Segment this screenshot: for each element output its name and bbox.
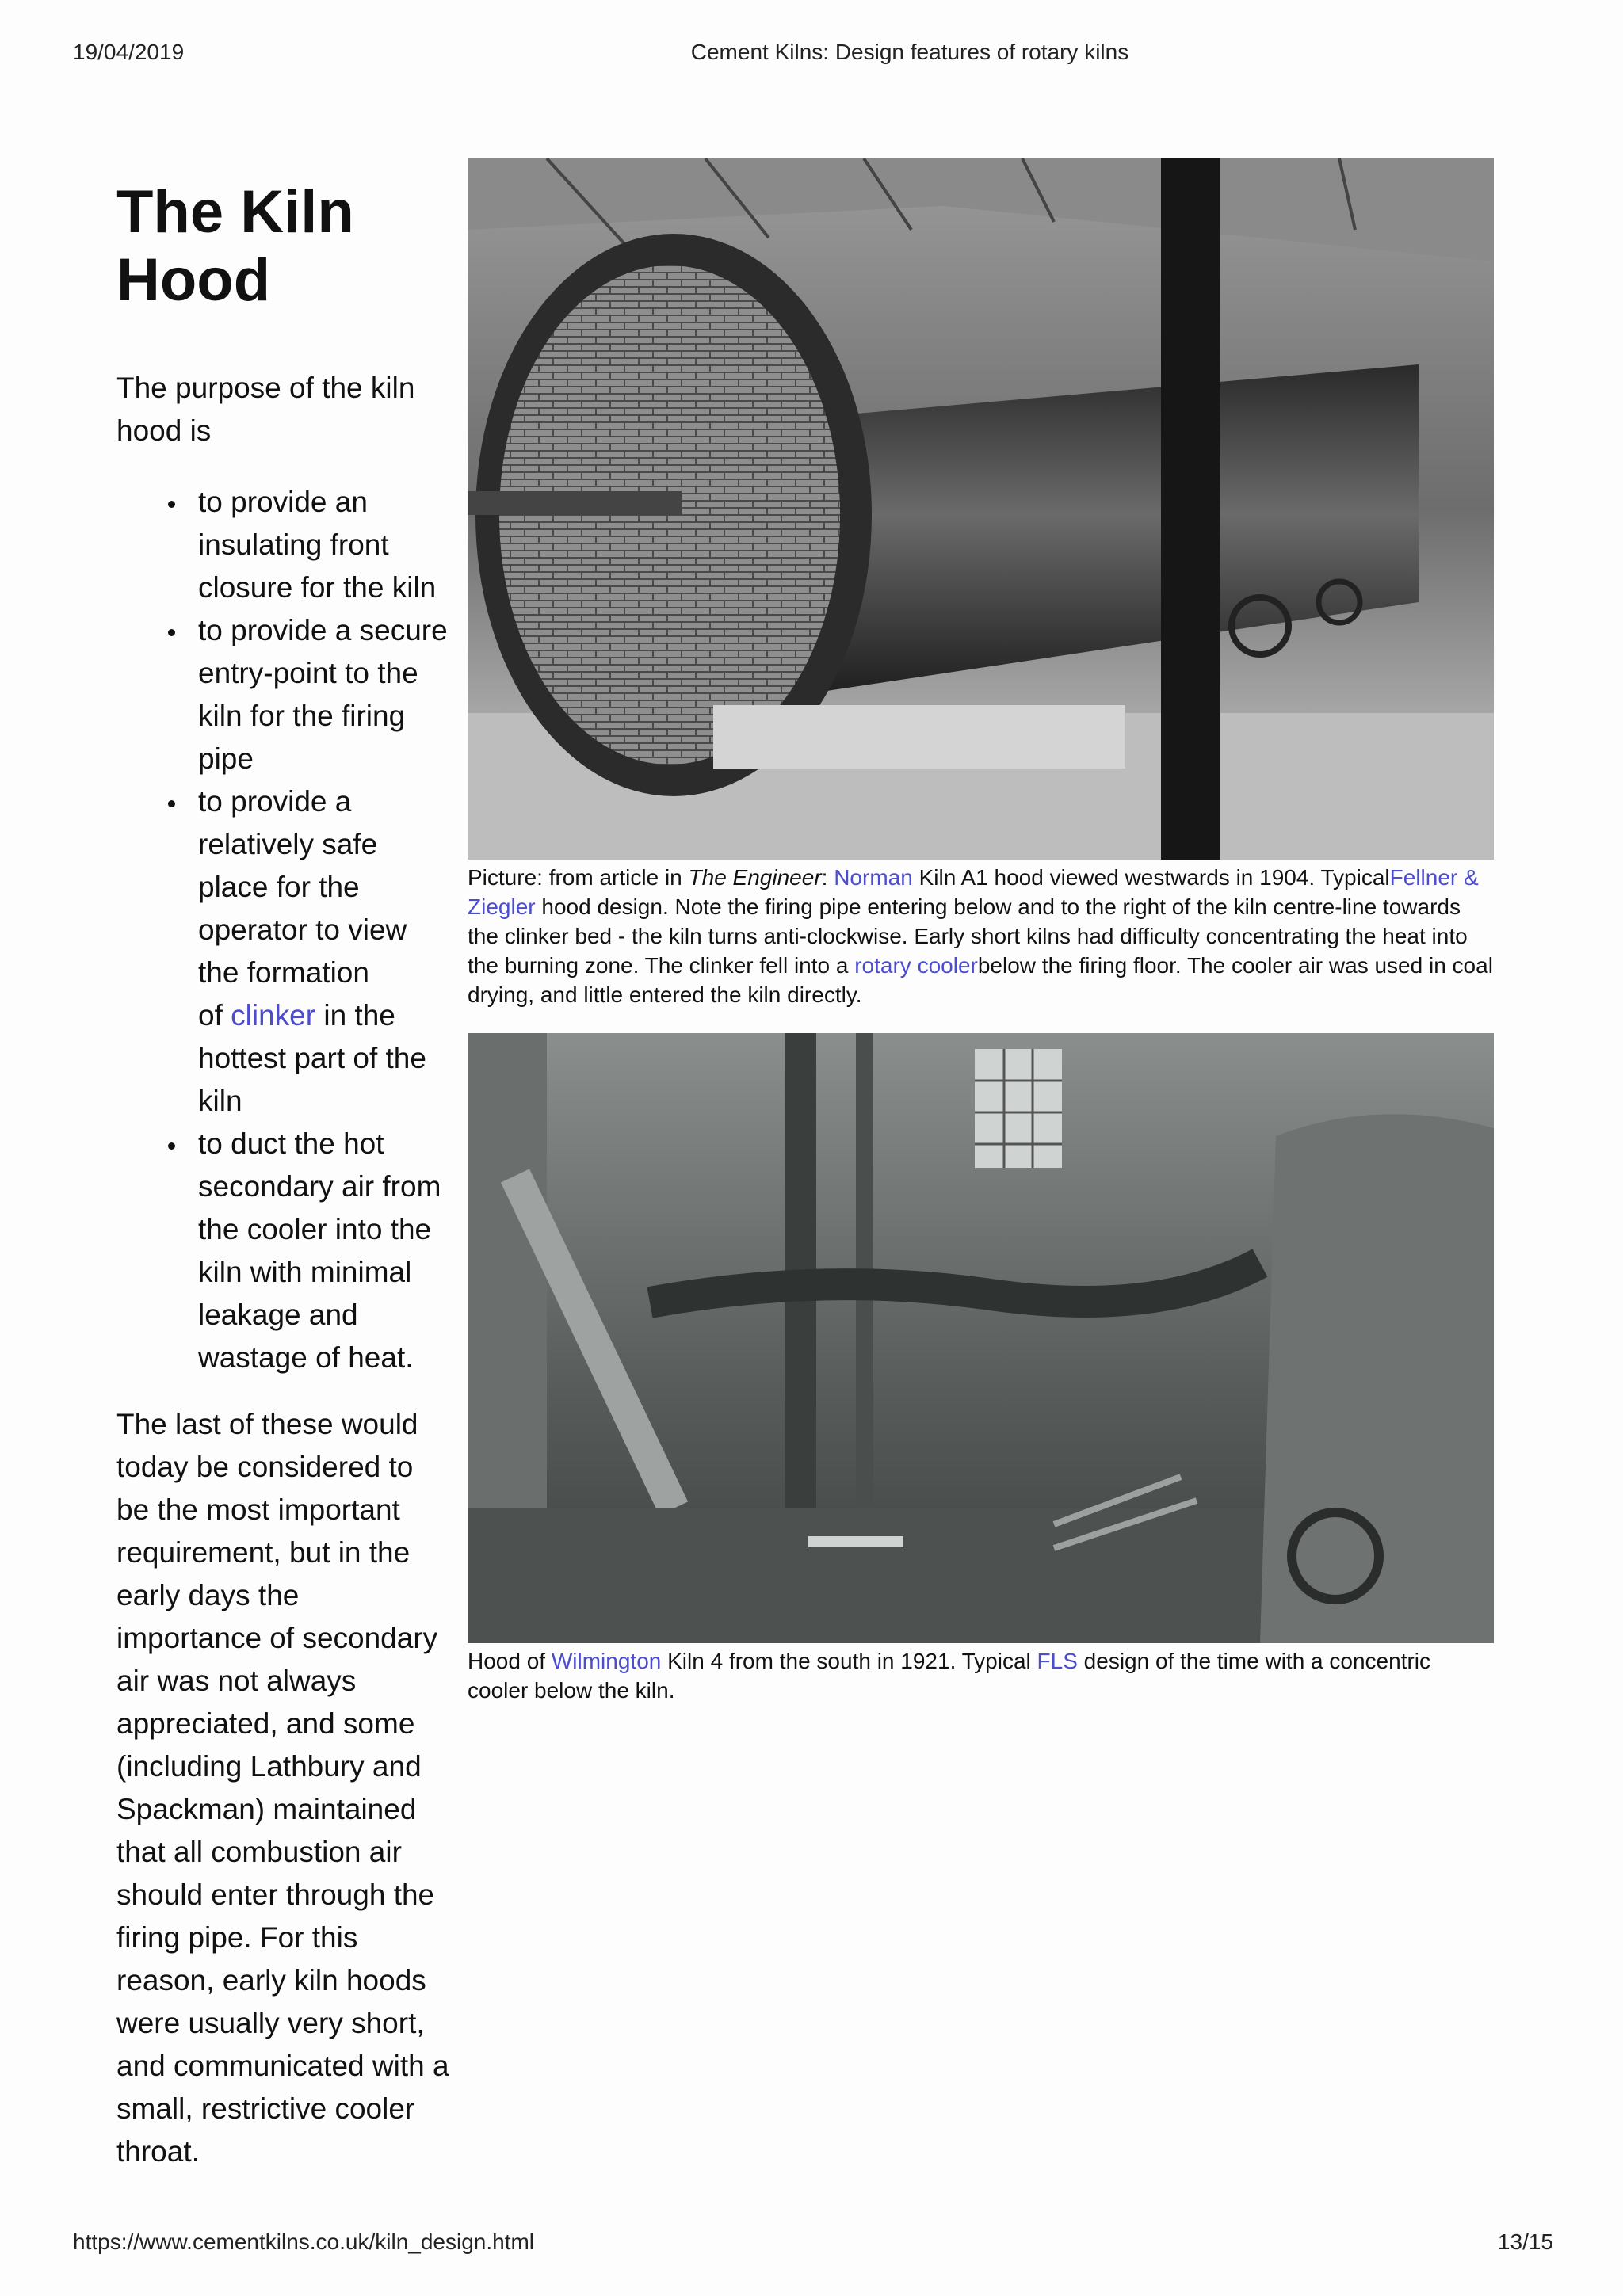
fls-link[interactable]: FLS	[1037, 1649, 1078, 1673]
caption-text: Kiln A1 hood viewed westwards in 1904. Typical	[912, 865, 1390, 890]
rotary-cooler-link[interactable]: rotary cooler	[854, 953, 978, 978]
purpose-text-tail: in the hottest part of the kiln	[198, 999, 426, 1117]
figure-wilmington-kiln	[468, 1033, 1494, 1705]
caption-text: Hood of	[468, 1649, 552, 1673]
caption-text: Picture: from article in	[468, 865, 689, 890]
text-column	[116, 178, 449, 2173]
print-footer	[0, 2229, 1623, 2258]
intro-paragraph: The purpose of the kiln hood is	[116, 372, 415, 447]
heading-line-2: Hood	[116, 246, 271, 314]
purpose-item: to provide a secure entry-point to the kiln for the firing pipe	[198, 609, 449, 780]
print-header	[0, 40, 1623, 68]
figure-1-caption	[468, 863, 1494, 1009]
caption-text: :	[821, 865, 834, 890]
closing-paragraph: The last of these would today be considered to be the most important requirement, but in the early days the importance of secondary air was not always appreciated, and some (including Lathbury and Spackman) maintained that all combustion air should enter through the firing pipe. For this reason, early kiln hoods were usually very short, and communicated with a small, restrictive cooler throat.	[116, 1408, 449, 2168]
caption-text: hood design. Note the firing pipe entering below and to the right of the kiln centre-line towards the clinker bed - the kiln turns anti-clockwise. Early short kilns had difficulty concentrating the heat into the burning zone. The clinker fell into a	[468, 894, 1468, 978]
wilmington-hood-photo	[468, 1033, 1494, 1643]
figure-2-caption	[468, 1646, 1494, 1705]
norman-link[interactable]: Norman	[834, 865, 913, 890]
publication-title: The Engineer	[688, 865, 822, 890]
clinker-link[interactable]: clinker	[231, 999, 316, 1032]
purpose-item	[198, 780, 449, 1123]
kiln-hood-photo	[468, 158, 1494, 860]
purpose-text: to provide a relatively safe place for the operator to view the formation of	[198, 785, 407, 1032]
caption-text: design of the time with a concentric cooler below the kiln.	[468, 1649, 1431, 1703]
wilmington-link[interactable]: Wilmington	[551, 1649, 662, 1673]
purpose-list	[116, 481, 449, 1379]
page-number: 13/15	[1497, 2229, 1553, 2254]
section-heading	[116, 178, 449, 315]
purpose-item: to provide an insulating front closure for the kiln	[198, 481, 449, 609]
caption-text: below the firing floor. The cooler air was used in coal drying, and little entered the kiln directly.	[468, 953, 1493, 1007]
print-date: 19/04/2019	[73, 40, 185, 64]
figure-norman-kiln	[468, 158, 1494, 1009]
print-title: Cement Kilns: Design features of rotary kilns	[690, 40, 1129, 64]
heading-line-1: The Kiln	[116, 178, 354, 246]
caption-text: Kiln 4 from the south in 1921. Typical	[661, 1649, 1037, 1673]
fellner-ziegler-link[interactable]: Fellner & Ziegler	[468, 865, 1479, 919]
page-url: https://www.cementkilns.co.uk/kiln_design.html	[73, 2229, 535, 2254]
purpose-item: to duct the hot secondary air from the cooler into the kiln with minimal leakage and wastage of heat.	[198, 1123, 449, 1379]
